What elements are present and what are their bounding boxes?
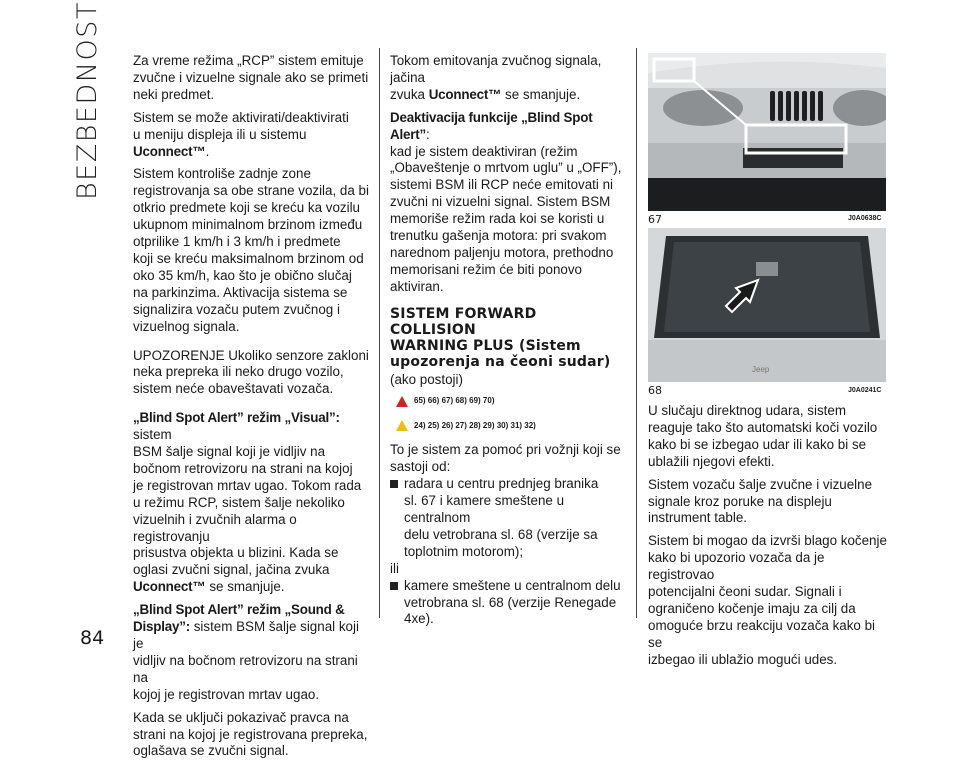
- jeep-badge: Jeep: [752, 365, 770, 374]
- danger-refs: [396, 393, 627, 410]
- column-divider: [636, 48, 637, 618]
- braking-paragraph: Sistem bi mogao da izvrši blago kočenje kako bi upozorio vozača da je registrovao potencijalni čeoni sudar. Signali i ograničeno kočenje imaju za cilj da omoguće brzu reakciju vozača kako bi se izbegao ili ublažio mogući udes.: [648, 533, 887, 667]
- bullet-text-camera: kamere smeštene u centralnom delu vetrobrana sl. 68 (verzije Renegade 4xe).: [404, 577, 621, 627]
- list-item: [390, 476, 627, 561]
- sound-display-paragraph: „Blind Spot Alert” režim „Sound & Display”: sistem BSM šalje signal koji je vidljiv na bočnom retrovizoru na strani na kojoj je registrovan mrtav ugao.: [133, 602, 359, 702]
- deactivation-paragraph: Deaktivacija funkcije „Blind Spot Alert”: kad je sistem deaktiviran (režim „Obaveštenje o mrtvom uglu” u „OFF”), sistemi BSM ili RCP neće emitovati ni zvučni ni vizuelni signal. Sistem BSM memoriše režim rada koi se koristi u trenutku gašenja motora: pri svakom narednom paljenju motora, prethodno memorisani režim će biti ponovo aktiviran.: [390, 109, 622, 294]
- detection-paragraph: Sistem kontroliše zadnje zone registrovanja sa obe strane vozila, da bi otkrio predmete koji se kreću ka vozilu ukupnom minimalnom brzinom između otprilike 1 km/h i 3 km/h i predmete koji se kreću maksimalnom brzinom od oko 35 km/h, kao što je obično slučaj na parkinzima. Aktivacija sistema se signalizira vozaču putem zvučnog i vizuelnog signala.: [133, 166, 369, 334]
- or-text: ili: [390, 560, 399, 576]
- figure-68-number: 68: [648, 384, 662, 397]
- fcw-subheading: (ako postoji): [390, 371, 463, 387]
- caution-triangle-icon: [396, 420, 408, 431]
- figure-67-photo: [648, 53, 886, 211]
- bullet-text-radar: radara u centru prednjeg branika sl. 67 i kamere smeštene u centralnom delu vetrobrana sl. 68 (verzije sa toplotnim motorom);: [404, 476, 599, 559]
- bullet-icon: [390, 582, 398, 590]
- figure-68-code: J0A0241C: [848, 387, 882, 394]
- list-item: [390, 578, 627, 629]
- signals-paragraph: Sistem vozaču šalje zvučne i vizuelne signale kroz poruke na displeju instrument table.: [648, 476, 873, 526]
- visual-mode-paragraph: „Blind Spot Alert” režim „Visual”: sistem BSM šalje signal koji je vidljiv na bočnom retrovizoru na strani na kojoj je registrovan mrtav ugao. Tokom rada u režimu RCP, sistem šalje nekoliko vizuelnih i zvučnih alarma o registrovanju prisustva objekta u blizini. Kada se oglasi zvučni signal, jačina zvuka Uconnect™ se smanjuje.: [133, 410, 362, 595]
- column-3: [648, 403, 888, 675]
- page-number: 84: [80, 627, 105, 649]
- danger-refs-text: 65) 66) 67) 68) 69) 70): [414, 395, 495, 405]
- activation-paragraph: Sistem se može aktivirati/deaktivirati u meniju displeja ili u sistemu Uconnect™.: [133, 109, 349, 159]
- figure-67-code: J0A0638C: [848, 215, 882, 222]
- impact-paragraph: U slučaju direktnog udara, sistem reaguje tako što automatski koči vozilo kako bi se izbegao udar ili kako bi se ublažili njegovi efekti.: [648, 403, 878, 469]
- bullet-icon: [390, 480, 398, 488]
- column-1: [133, 53, 373, 766]
- section-title: BEZBEDNOST: [72, 1, 103, 200]
- turn-signal-paragraph: Kada se uključi pokazivač pravca na strani na kojoj je registrovana prepreka, oglašava se zvučni signal.: [133, 709, 368, 759]
- column-divider: [379, 48, 380, 618]
- uconnect-label: Uconnect™: [133, 143, 206, 159]
- column-2: [390, 53, 627, 628]
- volume-paragraph: Tokom emitovanja zvučnog signala, jačina zvuka Uconnect™ se smanjuje.: [390, 53, 602, 102]
- danger-triangle-icon: [396, 396, 408, 407]
- system-intro-paragraph: To je sistem za pomoć pri vožnji koji se sastoji od:: [390, 442, 621, 475]
- figure-67-number: 67: [648, 213, 662, 226]
- fcw-heading: SISTEM FORWARD COLLISION WARNING PLUS (Sistem upozorenja na čeoni sudar): [390, 305, 611, 370]
- figure-68-photo: [648, 228, 886, 382]
- caution-refs-text: 24) 25) 26) 27) 28) 29) 30) 31) 32): [414, 420, 536, 430]
- rcp-paragraph: Za vreme režima „RCP” sistem emituje zvučne i vizuelne signale ako se primeti neki predmet.: [133, 53, 369, 102]
- warning-paragraph: UPOZORENJE Ukoliko senzore zakloni neka prepreka ili neko drugo vozilo, sistem neće obaveštavati vozača.: [133, 347, 369, 397]
- caution-refs: [396, 418, 627, 435]
